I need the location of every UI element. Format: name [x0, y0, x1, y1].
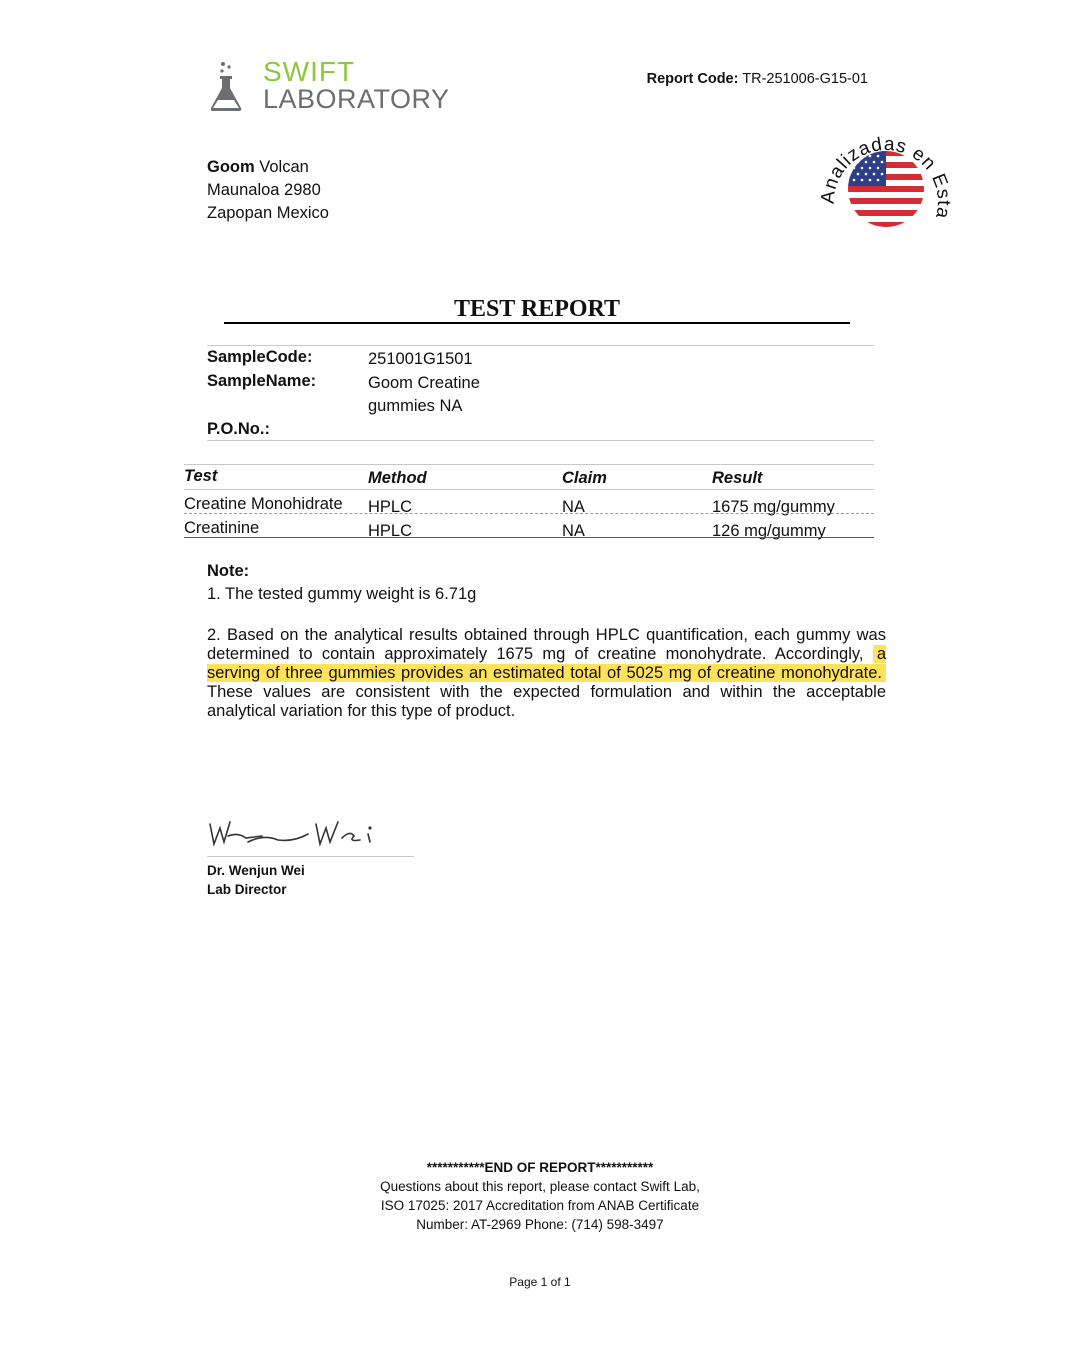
flask-icon	[208, 60, 244, 114]
result-row-2-test: Creatinine	[184, 519, 260, 537]
footer-contact-line-1: Questions about this report, please contact Swift Lab,	[380, 1179, 700, 1194]
address-city: Zapopan Mexico	[207, 204, 329, 222]
signature-line	[207, 856, 414, 857]
address-street: Maunaloa 2980	[207, 181, 321, 199]
note-2-conclusion: These values are consistent with the expected formulation and within the acceptable analytical variation for this type of product.	[207, 683, 886, 720]
report-code-label: Report Code:	[646, 71, 739, 87]
results-top-rule	[184, 464, 874, 465]
report-code	[600, 71, 868, 87]
results-header-test: Test	[184, 467, 218, 485]
footer-contact-line-2: ISO 17025: 2017 Accreditation from ANAB Certificate	[380, 1198, 700, 1213]
page-title: TEST REPORT	[453, 296, 621, 322]
client-name-bold: Goom	[207, 158, 255, 176]
address-name-line	[207, 156, 329, 179]
sample-name-line-1: Goom Creatine	[368, 374, 480, 392]
sample-top-rule	[207, 345, 874, 346]
logo-word-laboratory: LABORATORY	[263, 84, 450, 114]
result-row-1-claim: NA	[562, 498, 585, 516]
sample-name-line-2: gummies NA	[368, 397, 463, 415]
result-row-2-result: 126 mg/gummy	[712, 522, 826, 540]
client-name-rest: Volcan	[254, 158, 309, 176]
sample-code-value: 251001G1501	[368, 350, 473, 368]
title-underline	[224, 322, 850, 324]
company-logo	[208, 58, 448, 118]
note-item-2	[207, 626, 886, 721]
sample-code-label: SampleCode:	[207, 348, 313, 366]
result-row-1-method: HPLC	[368, 498, 413, 516]
footer-contact-line-3: Number: AT-2969 Phone: (714) 598-3497	[416, 1217, 664, 1232]
results-header-claim: Claim	[562, 469, 607, 487]
notes-heading: Note:	[207, 562, 250, 580]
end-of-report: ***********END OF REPORT***********	[426, 1160, 654, 1175]
signature-image	[204, 812, 394, 856]
po-number-label: P.O.No.:	[207, 420, 270, 438]
logo-word-swift: SWIFT	[263, 56, 356, 87]
notes-section	[207, 562, 886, 721]
note-item-1: 1. The tested gummy weight is 6.71g	[207, 585, 477, 603]
signer-title: Lab Director	[207, 882, 287, 897]
result-row-1-divider	[184, 513, 874, 514]
sample-name-label: SampleName:	[207, 372, 317, 390]
report-code-value: TR-251006-G15-01	[742, 71, 868, 87]
page-number: Page 1 of 1	[509, 1275, 571, 1289]
result-row-1-test: Creatine Monohidrate	[184, 495, 343, 513]
result-row-2-method: HPLC	[368, 522, 413, 540]
sample-name-value	[368, 372, 480, 418]
results-bottom-rule	[184, 537, 874, 538]
analyzed-in-usa-seal	[816, 126, 956, 256]
result-row-2-claim: NA	[562, 522, 585, 540]
seal-text: Analizadas en Esta	[817, 133, 955, 221]
sample-bottom-rule	[207, 440, 874, 441]
note-2-highlight: a serving of three gummies provides an estimated total of 5025 mg of creatine monohydrate.	[207, 645, 886, 682]
results-header-rule	[184, 489, 874, 490]
client-address	[207, 156, 329, 225]
results-header-method: Method	[368, 469, 427, 487]
results-header-result: Result	[712, 469, 763, 487]
note-2-intro: 2. Based on the analytical results obtained through HPLC quantification, each gummy was determined to contain approximately 1675 mg of creatine monohydrate. Accordingly,	[207, 626, 886, 663]
signer-name: Dr. Wenjun Wei	[207, 863, 305, 878]
signer-block	[207, 861, 305, 899]
report-footer	[340, 1158, 740, 1234]
result-row-1-result: 1675 mg/gummy	[712, 498, 835, 516]
